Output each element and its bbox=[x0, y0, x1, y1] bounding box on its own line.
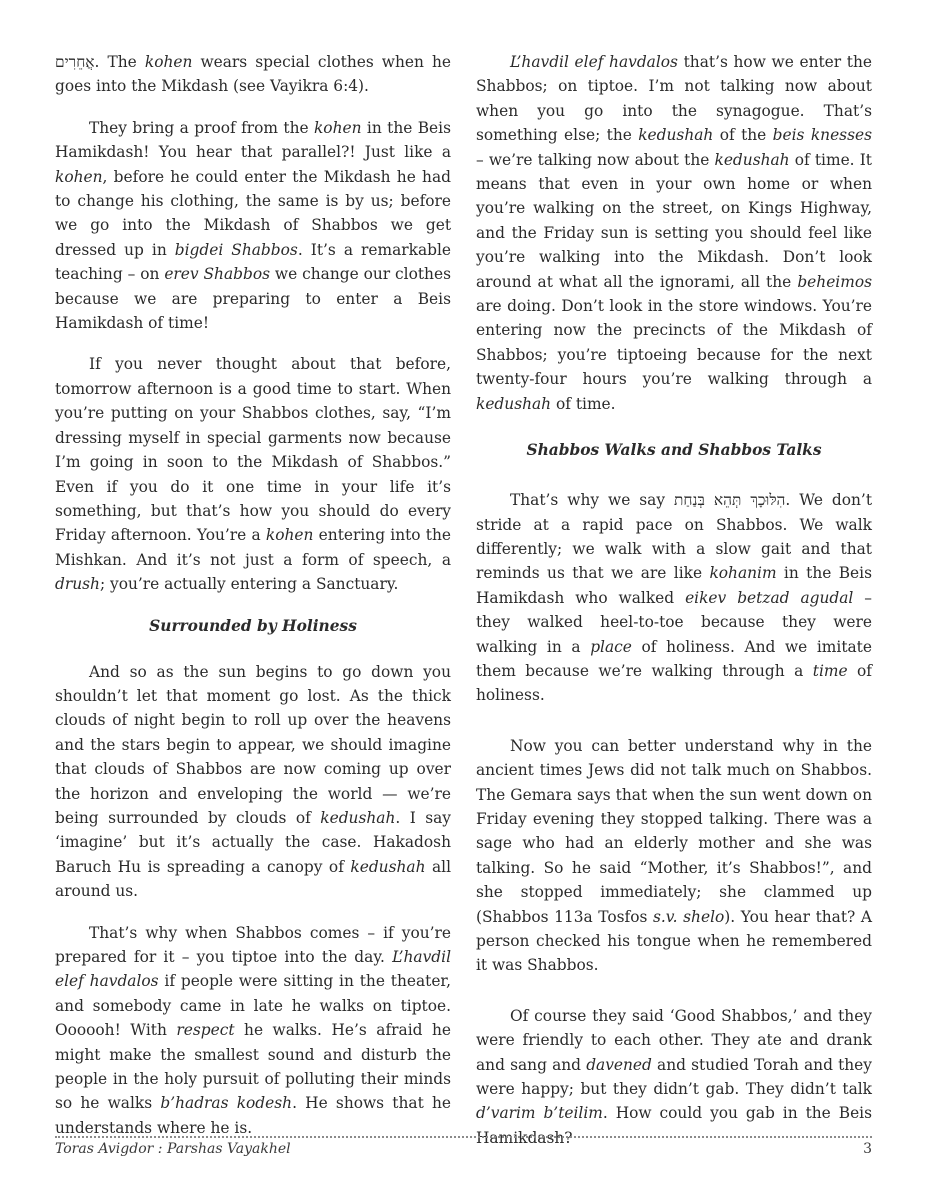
italic-term: davened bbox=[586, 1055, 652, 1074]
text-run: . He shows that he understands where he is. bbox=[55, 1094, 452, 1137]
section-heading: Surrounded by Holiness bbox=[149, 616, 357, 635]
paragraph bbox=[476, 1004, 872, 1150]
text-run: , before he could enter the Mikdash he had to change his clothing, the same is by us; before we go into the Mikdash of Shabbos we get dressed up in bbox=[55, 167, 451, 259]
paragraph bbox=[476, 734, 872, 978]
paragraph bbox=[55, 660, 451, 904]
italic-term: kohen bbox=[265, 526, 314, 545]
text-run: ). You hear that? A person checked his tongue when he remembered it was Shabbos. bbox=[476, 907, 873, 975]
text-run: are doing. Don’t look in the store windows. You’re entering now the precincts of the Mikdash of Shabbos; you’re tiptoeing because for the next twenty-four hours you’re walking through a bbox=[476, 297, 872, 389]
italic-term: d’varim b’teilim bbox=[476, 1104, 603, 1123]
section-heading: Shabbos Walks and Shabbos Talks bbox=[526, 441, 822, 460]
italic-term: erev Shabbos bbox=[164, 265, 270, 284]
text-run: wears special clothes when he goes into the Mikdash (see Vayikra 6:4). bbox=[55, 53, 451, 96]
italic-term: beheimos bbox=[797, 272, 872, 291]
text-run: of the bbox=[713, 126, 773, 145]
paragraph bbox=[476, 50, 872, 416]
italic-term: L’havdil elef havdalos bbox=[55, 948, 451, 991]
text-run: That’s why when Shabbos comes – if you’re prepared for it – you tiptoe into the day. bbox=[55, 923, 451, 966]
paragraph bbox=[476, 488, 872, 708]
text-run: entering into the Mishkan. And it’s not just a form of speech, a bbox=[55, 526, 451, 569]
italic-term: drush bbox=[55, 575, 100, 594]
right-column bbox=[476, 50, 872, 1167]
italic-term: time bbox=[812, 661, 848, 680]
text-run: all around us. bbox=[55, 857, 451, 901]
italic-term: beis knesses bbox=[772, 126, 872, 145]
hebrew-text: אֲחֵרִים bbox=[55, 53, 95, 71]
text-run: That’s why we say bbox=[510, 491, 675, 510]
italic-term: kedushah bbox=[350, 857, 426, 876]
text-run: And so as the sun begins to go down you shouldn’t let that moment go lost. As the thick clouds of night begin to roll up over the heavens and the stars begin to appear, we should imagine that clouds of Shabbos are now coming up over the horizon and enveloping the world — we’re being surrounded by clouds of bbox=[55, 662, 451, 827]
italic-term: s.v. shelo bbox=[653, 907, 725, 926]
italic-term: place bbox=[590, 637, 632, 656]
text-run: . The bbox=[94, 53, 145, 71]
text-run: ; you’re actually entering a Sanctuary. bbox=[99, 575, 399, 594]
italic-term: kedushah bbox=[476, 394, 552, 413]
text-run: in the Beis Hamikdash! You hear that parallel?! Just like a bbox=[55, 118, 451, 162]
italic-term: bigdei Shabbos bbox=[174, 240, 298, 259]
text-run: if people were sitting in the theater, and somebody came in late he walks on tiptoe. Oooooh! With bbox=[55, 972, 451, 1040]
text-run: . How could you gab in the Beis Hamikdash? bbox=[476, 1104, 872, 1147]
text-run: that’s how we enter the Shabbos; on tiptoe. I’m not talking now about when you go into the synagogue. That’s something else; the bbox=[476, 53, 872, 145]
text-run: – they walked heel-to-toe because they were walking in a bbox=[476, 588, 872, 656]
page-number: 3 bbox=[863, 1141, 872, 1157]
italic-term: b’hadras kodesh bbox=[160, 1094, 293, 1113]
running-footer-title: Toras Avigdor : Parshas Vayakhel bbox=[55, 1141, 291, 1157]
left-column bbox=[55, 50, 451, 1157]
text-run: and studied Torah and they were happy; but they didn’t gab. They didn’t talk bbox=[476, 1055, 872, 1099]
italic-term: L’havdil elef havdalos bbox=[510, 53, 678, 71]
italic-term: respect bbox=[176, 1021, 235, 1040]
footer-divider bbox=[55, 1136, 872, 1138]
paragraph bbox=[55, 352, 451, 596]
text-run: – we’re talking now about the bbox=[476, 150, 715, 169]
paragraph bbox=[55, 921, 451, 1141]
italic-term: kohanim bbox=[709, 564, 777, 583]
text-run: he walks. He’s afraid he might make the smallest sound and disturb the people in the holy pursuit of polluting their minds so he walks bbox=[55, 1021, 451, 1113]
text-run: of holiness. And we imitate them because we’re walking through a bbox=[476, 637, 872, 680]
paragraph bbox=[55, 50, 451, 99]
italic-term: kedushah bbox=[638, 126, 714, 145]
italic-term: kohen bbox=[313, 118, 362, 137]
italic-term: eikev betzad agudal bbox=[685, 588, 854, 607]
text-run: Of course they said ‘Good Shabbos,’ and they were friendly to each other. They ate and drank and sang and bbox=[476, 1006, 872, 1074]
text-run: of holiness. bbox=[476, 661, 873, 705]
text-run: of time. It means that even in your own home or when you’re walking on the street, on Kings Highway, and the Friday sun is setting you should feel like you’re walking into the Mikdash. Don’t look around at what all the ignorami, all the bbox=[476, 150, 872, 291]
text-run: Now you can better understand why in the ancient times Jews did not talk much on Shabbos. The Gemara says that when the sun went down on Friday evening they stopped talking. There was a sage who had an elderly mother and she was talking. So he said “Mother, it’s Shabbos!”, and she stopped immediately; she clammed up (Shabbos 113a Tosfos bbox=[476, 736, 872, 926]
paragraph bbox=[55, 116, 451, 336]
italic-term: kohen bbox=[144, 53, 193, 71]
hebrew-text: הִלּוּכָךְ תְּהֵא בְּנַחַת bbox=[674, 491, 786, 510]
text-run: . It’s a remarkable teaching – on bbox=[55, 240, 451, 284]
text-run: of time. bbox=[551, 394, 616, 413]
text-run: . We don’t stride at a rapid pace on Shabbos. We walk differently; we walk with a slow gait and that reminds us that we are like bbox=[476, 491, 872, 583]
italic-term: kohen bbox=[55, 167, 103, 186]
italic-term: kedushah bbox=[714, 150, 790, 169]
text-run: If you never thought about that before, tomorrow afternoon is a good time to start. When you’re putting on your Shabbos clothes, say, “I’m dressing myself in special garments now because I’m going in soon to the Mikdash of Shabbos.” Even if you do it one time in your life it’s something, but that’s how you should do every Friday afternoon. You’re a bbox=[55, 355, 451, 545]
text-run: . I say ‘imagine’ but it’s actually the case. Hakadosh Baruch Hu is spreading a canopy of bbox=[55, 808, 451, 876]
text-run: we change our clothes because we are preparing to enter a Beis Hamikdash of time! bbox=[55, 265, 451, 333]
text-run: They bring a proof from the bbox=[89, 118, 314, 137]
italic-term: kedushah bbox=[320, 808, 396, 827]
text-run: in the Beis Hamikdash who walked bbox=[476, 564, 872, 607]
